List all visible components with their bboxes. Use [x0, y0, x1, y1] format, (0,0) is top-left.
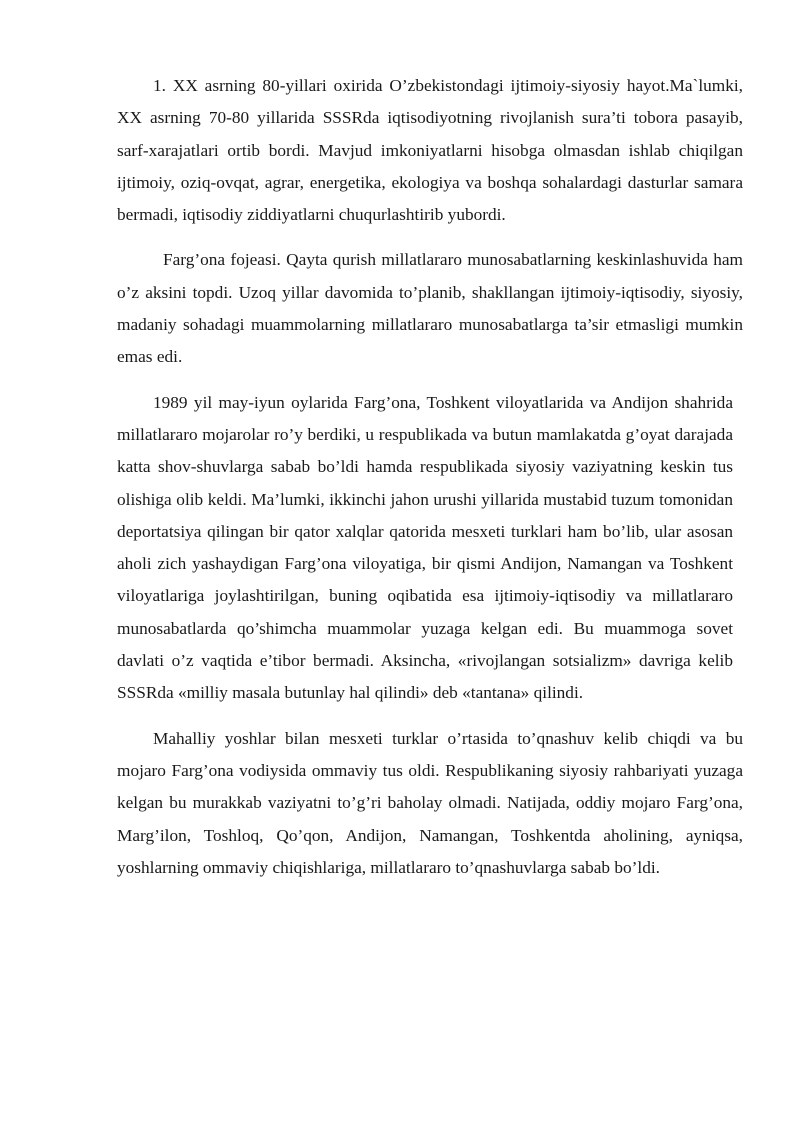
- paragraph-intro: 1. XX asrning 80-yillari oxirida O’zbekistondagi ijtimoiy-siyosiy hayot.Ma`lumki, XX asrning 70-80 yillarida SSSRda iqtisodiyotning rivojlanish sura’ti tobora pasayib, sarf-xarajatlari ortib bordi. Mavjud imkoniyatlarni hisobga olmasdan ishlab chiqilgan ijtimoiy, oziq-ovqat, agrar, energetika, ekologiya va boshqa sohalardagi dasturlar samara bermadi, iqtisodiy ziddiyatlarni chuqurlashtirib yubordi.: [117, 76, 743, 225]
- paragraph-youth-clashes: Mahalliy yoshlar bilan mesxeti turklar o’rtasida to’qnashuv kelib chiqdi va bu mojaro Farg’ona vodiysida ommaviy tus oldi. Respublikaning siyosiy rahbariyati yuzaga kelgan bu murakkab vaziyatni to’g’ri baholay olmadi. Natijada, oddiy mojaro Farg’ona, Marg’ilon, Toshloq, Qo’qon, Andijon, Namangan, Toshkentda aholining, ayniqsa, yoshlarning ommaviy chiqishlariga, millatlararo to’qnashuvlarga sabab bo’ldi.: [117, 728, 743, 877]
- document-page: [117, 70, 743, 884]
- paragraph-1989-conflicts: 1989 yil may-iyun oylarida Farg’ona, Toshkent viloyatlarida va Andijon shahrida millatlararo mojarolar ro’y berdiki, u respublikada va butun mamlakatda g’oyat darajada katta shov-shuvlarga sabab bo’ldi hamda respublikada siyosiy vaziyatning keskin tus olishiga olib keldi. Ma’lumki, ikkinchi jahon urushi yillarida mustabid tuzum tomonidan deportatsiya qilingan bir qator xalqlar qatorida mesxeti turklari ham bo’lib, ular asosan aholi zich yashaydigan Farg’ona viloyatiga, bir qismi Andijon, Namangan va Toshkent viloyatlariga joylashtirilgan, buning oqibatida esa ijtimoiy-iqtisodiy va millatlararo munosabatlarda qo’shimcha muammolar yuzaga kelgan edi. Bu muammoga sovet davlati o’z vaqtida e’tibor bermadi. Aksincha, «rivojlangan sotsializm» davriga kelib SSSRda «milliy masala butunlay hal qilindi» deb «tantana» qilindi.: [117, 392, 733, 703]
- paragraph-fergana-tragedy: Farg’ona fojeasi. Qayta qurish millatlararo munosabatlarning keskinlashuvida ham o’z aksini topdi. Uzoq yillar davomida to’planib, shakllangan ijtimoiy-iqtisodiy, siyosiy, madaniy sohadagi muammolarning millatlararo munosabatlarga ta’sir etmasligi mumkin emas edi.: [117, 250, 743, 367]
